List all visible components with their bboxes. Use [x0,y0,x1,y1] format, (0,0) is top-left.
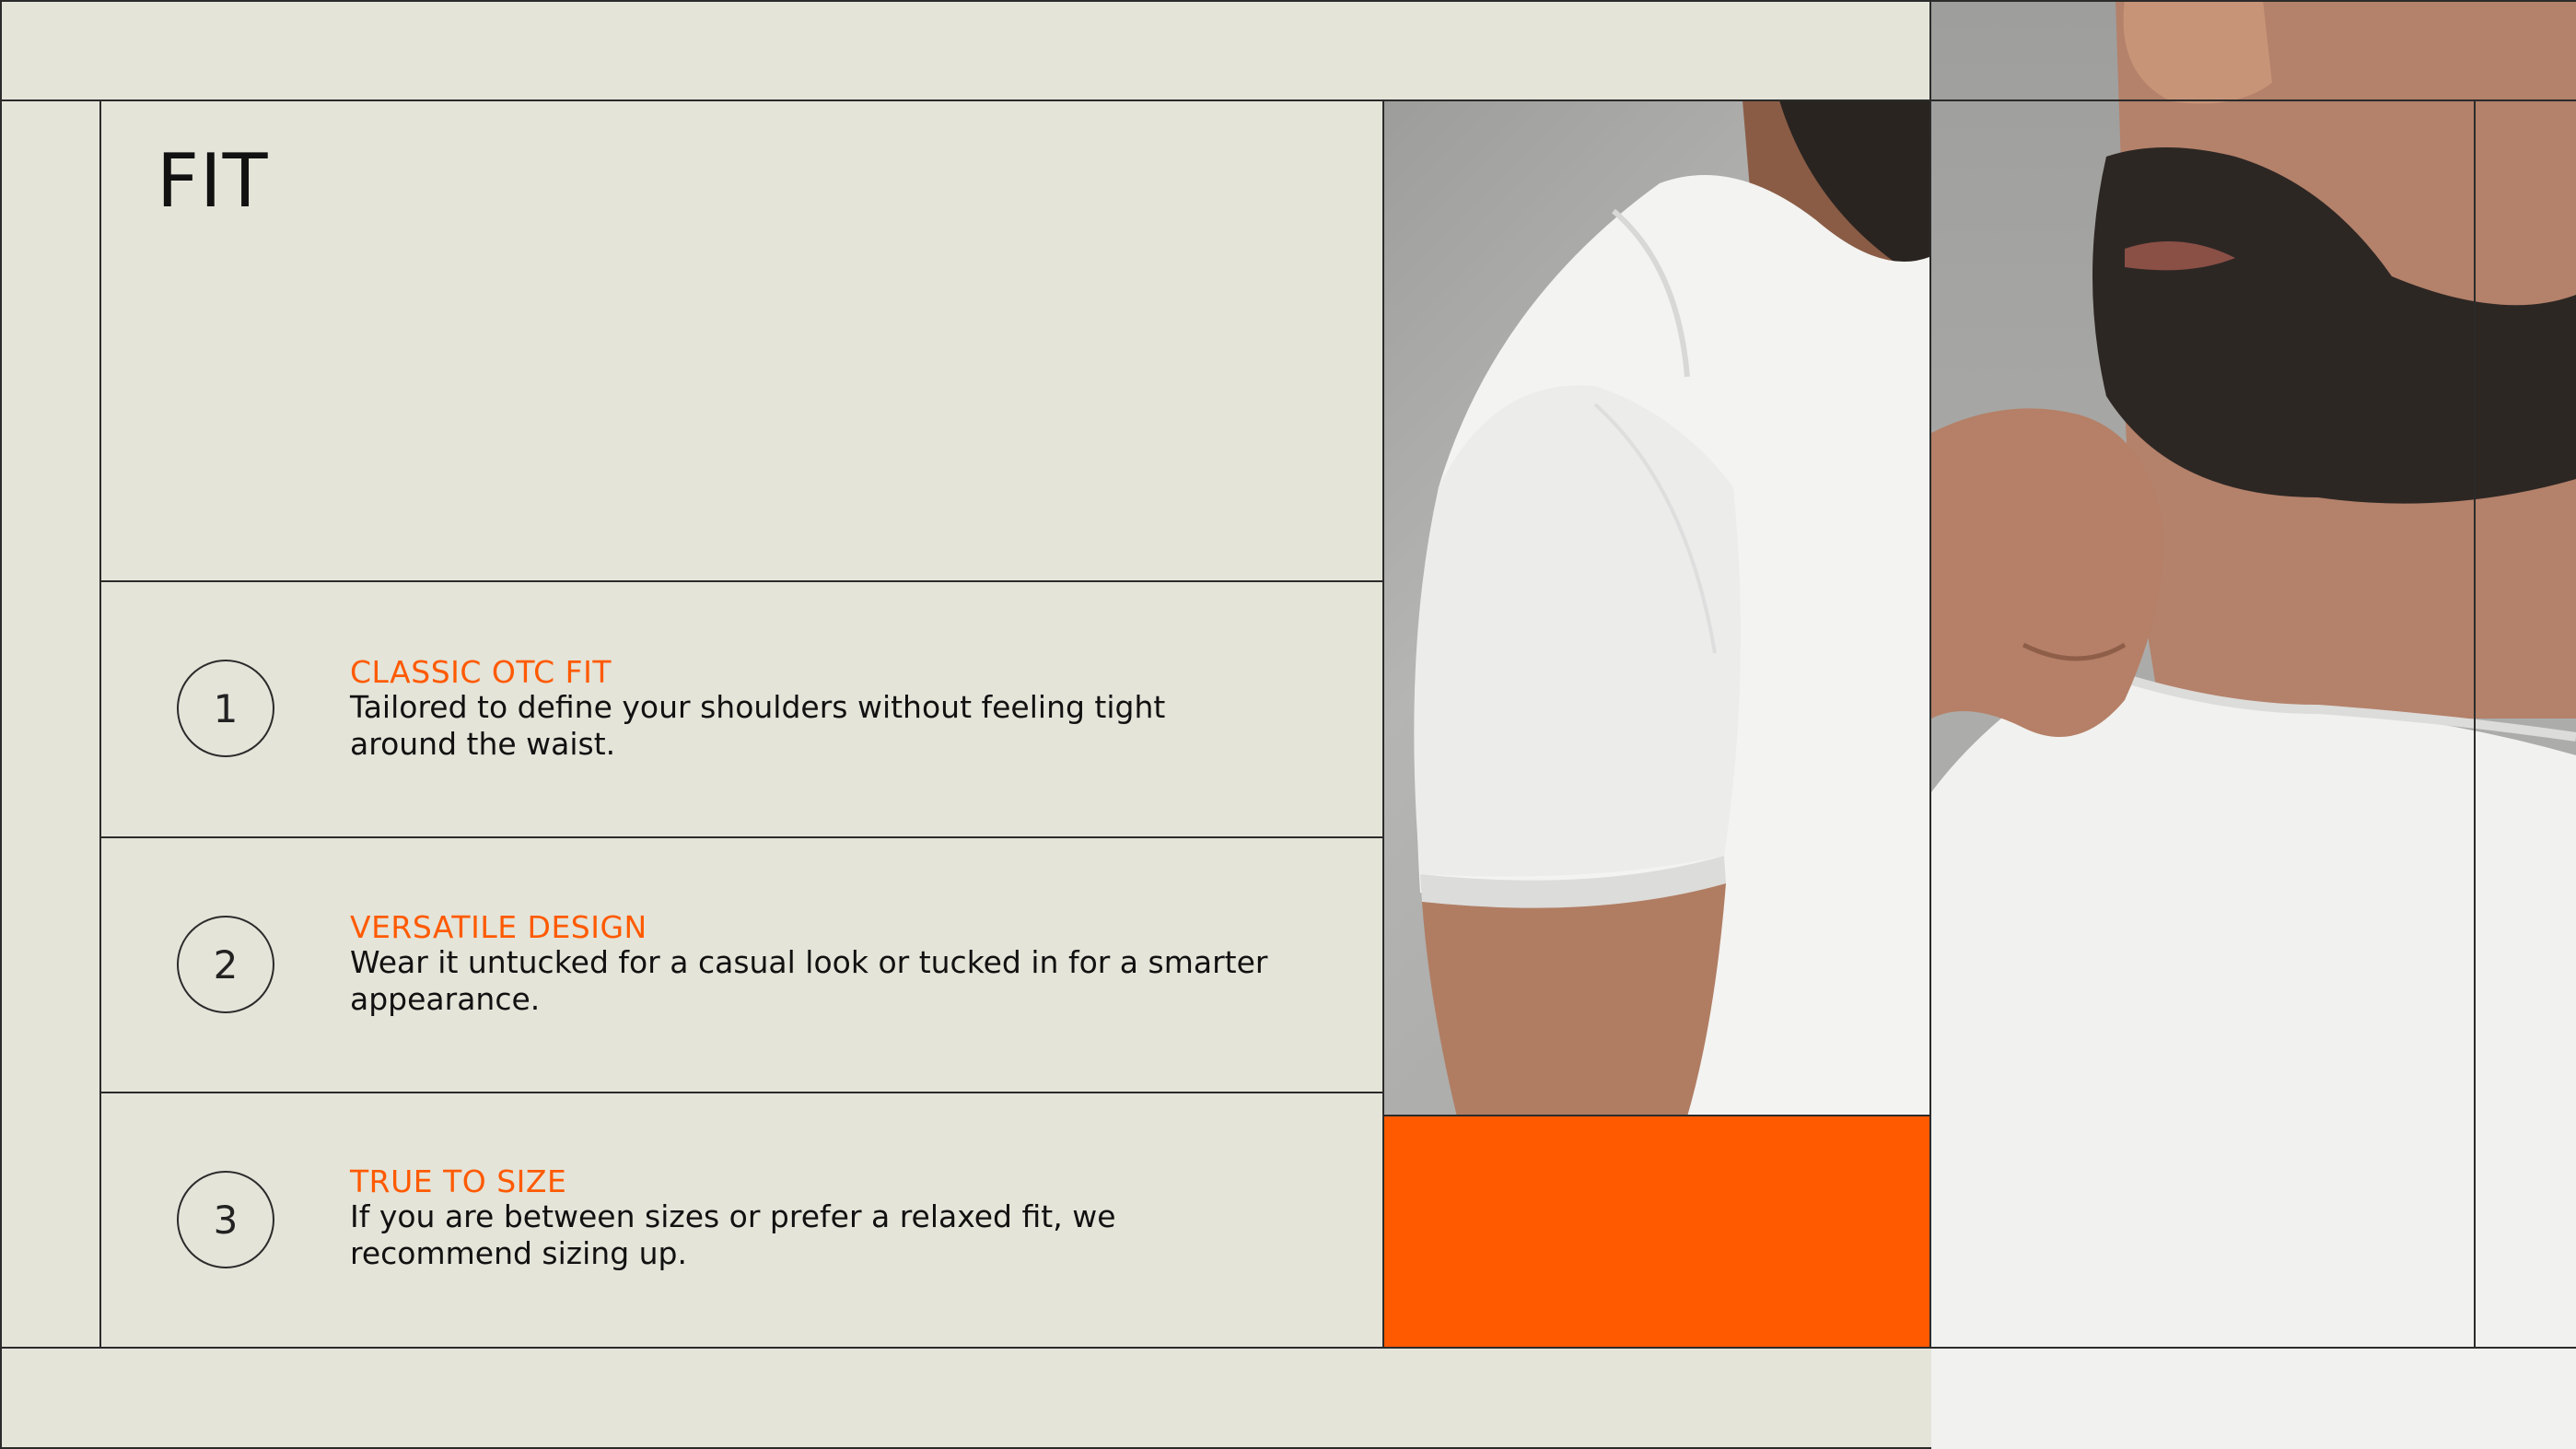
footer-divider [0,1347,2576,1349]
shoulder-photo [1383,100,1929,1116]
feature-description: If you are between sizes or prefer a relaxed fit, we recommend sizing up. [350,1198,1116,1271]
collar-photo-illustration [1931,0,2576,1449]
top-border [0,0,2576,2]
row-divider-1 [99,580,1383,582]
step-number-circle: 1 [177,660,274,757]
feature-heading: VERSATILE DESIGN [350,909,647,945]
shoulder-photo-illustration [1383,100,1929,1116]
right-margin-divider [2474,99,2476,1349]
photo-bottom-edge [1383,1115,1930,1116]
accent-block [1383,1116,1929,1348]
feature-description: Wear it untucked for a casual look or tucked in for a smarter appearance. [350,944,1268,1017]
row-divider-3 [99,1092,1383,1093]
photo-divider [1929,0,1931,1349]
step-number-circle: 2 [177,916,274,1013]
page-title: FIT [157,138,269,224]
feature-heading: CLASSIC OTC FIT [350,654,612,690]
feature-description: Tailored to define your shoulders without feeling tight around the waist. [350,689,1166,762]
collar-photo [1931,0,2576,1449]
feature-heading: TRUE TO SIZE [350,1163,567,1199]
content-divider [1382,99,1384,1349]
margin-divider [99,99,101,1349]
step-number-circle: 3 [177,1171,274,1268]
header-divider [0,99,2576,101]
left-border [0,0,2,1449]
row-divider-2 [99,836,1383,838]
